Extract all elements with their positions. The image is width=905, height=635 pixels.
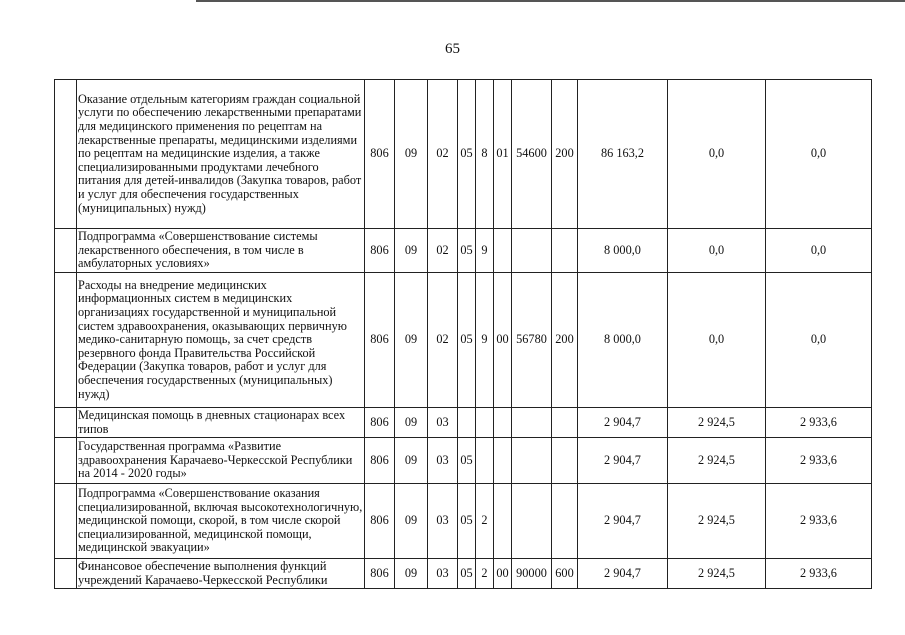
cell-rz: 09 (395, 229, 428, 273)
cell-rz: 09 (395, 273, 428, 408)
cell-pr: 03 (428, 559, 458, 589)
cell-year1: 8 000,0 (578, 229, 668, 273)
cell-pr: 02 (428, 229, 458, 273)
margin-cell (55, 438, 77, 484)
cell-ved: 806 (365, 438, 395, 484)
row-name: Финансовое обеспечение выполнения функций учреждений Карачаево-Черкесской Республики (77, 559, 365, 589)
cell-vr (552, 408, 578, 438)
cell-year1: 2 904,7 (578, 484, 668, 559)
table-row (55, 438, 872, 484)
cell-pr: 03 (428, 438, 458, 484)
cell-cs4: 90000 (512, 559, 552, 589)
cell-cs2 (476, 408, 494, 438)
cell-cs2: 9 (476, 229, 494, 273)
cell-cs2: 2 (476, 559, 494, 589)
page-number: 65 (445, 41, 460, 57)
cell-vr (552, 484, 578, 559)
cell-cs1: 05 (458, 229, 476, 273)
cell-cs1: 05 (458, 273, 476, 408)
cell-cs4: 54600 (512, 80, 552, 229)
cell-cs4 (512, 408, 552, 438)
cell-cs1: 05 (458, 438, 476, 484)
cell-ved: 806 (365, 559, 395, 589)
cell-vr (552, 229, 578, 273)
cell-cs1: 05 (458, 80, 476, 229)
cell-cs4 (512, 438, 552, 484)
cell-cs3 (494, 229, 512, 273)
cell-rz: 09 (395, 408, 428, 438)
row-name: Подпрограмма «Совершенствование оказания специализированной, включая высокотехнологичную, медицинской помощи, скорой, в том числе скорой специализированной, медицинской помощи, медицинской эвакуации» (77, 484, 365, 559)
cell-pr: 02 (428, 80, 458, 229)
cell-year3: 2 933,6 (766, 484, 872, 559)
cell-year2: 0,0 (668, 229, 766, 273)
cell-vr: 200 (552, 80, 578, 229)
cell-ved: 806 (365, 80, 395, 229)
margin-cell (55, 229, 77, 273)
cell-year2: 0,0 (668, 273, 766, 408)
cell-ved: 806 (365, 408, 395, 438)
cell-rz: 09 (395, 80, 428, 229)
cell-rz: 09 (395, 438, 428, 484)
cell-ved: 806 (365, 484, 395, 559)
table-row (55, 484, 872, 559)
row-name: Оказание отдельным категориям граждан социальной услуги по обеспечению лекарственными препаратами для медицинского применения по рецептам на лекарственные препараты, медицинскими изделиями по рецептам на медицинские изделия, а также специализированными продуктами лечебного питания для детей-инвалидов (Закупка товаров, работ и услуг для обеспечения государственных (муниципальных) нужд) (77, 80, 365, 229)
cell-ved: 806 (365, 229, 395, 273)
cell-cs3 (494, 484, 512, 559)
cell-cs2: 2 (476, 484, 494, 559)
cell-year3: 2 933,6 (766, 559, 872, 589)
cell-year3: 2 933,6 (766, 408, 872, 438)
cell-year3: 0,0 (766, 229, 872, 273)
cell-year2: 2 924,5 (668, 438, 766, 484)
cell-cs3 (494, 408, 512, 438)
margin-cell (55, 408, 77, 438)
cell-year2: 2 924,5 (668, 484, 766, 559)
cell-year3: 0,0 (766, 273, 872, 408)
row-name: Расходы на внедрение медицинских информационных систем в медицинских организациях государственной и муниципальной систем здравоохранения, оказывающих первичную медико-санитарную помощь, за счет средств резервного фонда Правительства Российской Федерации (Закупка товаров, работ и услуг для обеспечения государственных (муниципальных) нужд) (77, 273, 365, 408)
cell-cs2: 9 (476, 273, 494, 408)
table-row (55, 80, 872, 229)
cell-vr: 600 (552, 559, 578, 589)
cell-cs4 (512, 484, 552, 559)
cell-cs2: 8 (476, 80, 494, 229)
budget-table (54, 79, 872, 589)
cell-cs3 (494, 438, 512, 484)
cell-cs3: 00 (494, 273, 512, 408)
cell-rz: 09 (395, 559, 428, 589)
cell-cs1: 05 (458, 484, 476, 559)
table-row (55, 408, 872, 438)
cell-year1: 2 904,7 (578, 559, 668, 589)
table-row (55, 559, 872, 589)
cell-rz: 09 (395, 484, 428, 559)
margin-cell (55, 559, 77, 589)
cell-ved: 806 (365, 273, 395, 408)
table-row (55, 273, 872, 408)
cell-cs1: 05 (458, 559, 476, 589)
cell-cs3: 01 (494, 80, 512, 229)
row-name: Государственная программа «Развитие здравоохранения Карачаево-Черкесской Республики на 2014 - 2020 годы» (77, 438, 365, 484)
cell-pr: 03 (428, 484, 458, 559)
cell-year2: 2 924,5 (668, 408, 766, 438)
top-rule (196, 0, 905, 2)
cell-year3: 2 933,6 (766, 438, 872, 484)
cell-year1: 2 904,7 (578, 408, 668, 438)
row-name: Подпрограмма «Совершенствование системы лекарственного обеспечения, в том числе в амбулаторных условиях» (77, 229, 365, 273)
cell-year3: 0,0 (766, 80, 872, 229)
cell-year1: 86 163,2 (578, 80, 668, 229)
margin-cell (55, 273, 77, 408)
cell-year1: 2 904,7 (578, 438, 668, 484)
margin-cell (55, 484, 77, 559)
cell-year2: 0,0 (668, 80, 766, 229)
margin-cell (55, 80, 77, 229)
cell-pr: 03 (428, 408, 458, 438)
cell-cs1 (458, 408, 476, 438)
cell-cs4: 56780 (512, 273, 552, 408)
cell-cs3: 00 (494, 559, 512, 589)
cell-vr: 200 (552, 273, 578, 408)
cell-cs2 (476, 438, 494, 484)
cell-year2: 2 924,5 (668, 559, 766, 589)
cell-pr: 02 (428, 273, 458, 408)
row-name: Медицинская помощь в дневных стационарах всех типов (77, 408, 365, 438)
cell-year1: 8 000,0 (578, 273, 668, 408)
table-row (55, 229, 872, 273)
cell-cs4 (512, 229, 552, 273)
cell-vr (552, 438, 578, 484)
